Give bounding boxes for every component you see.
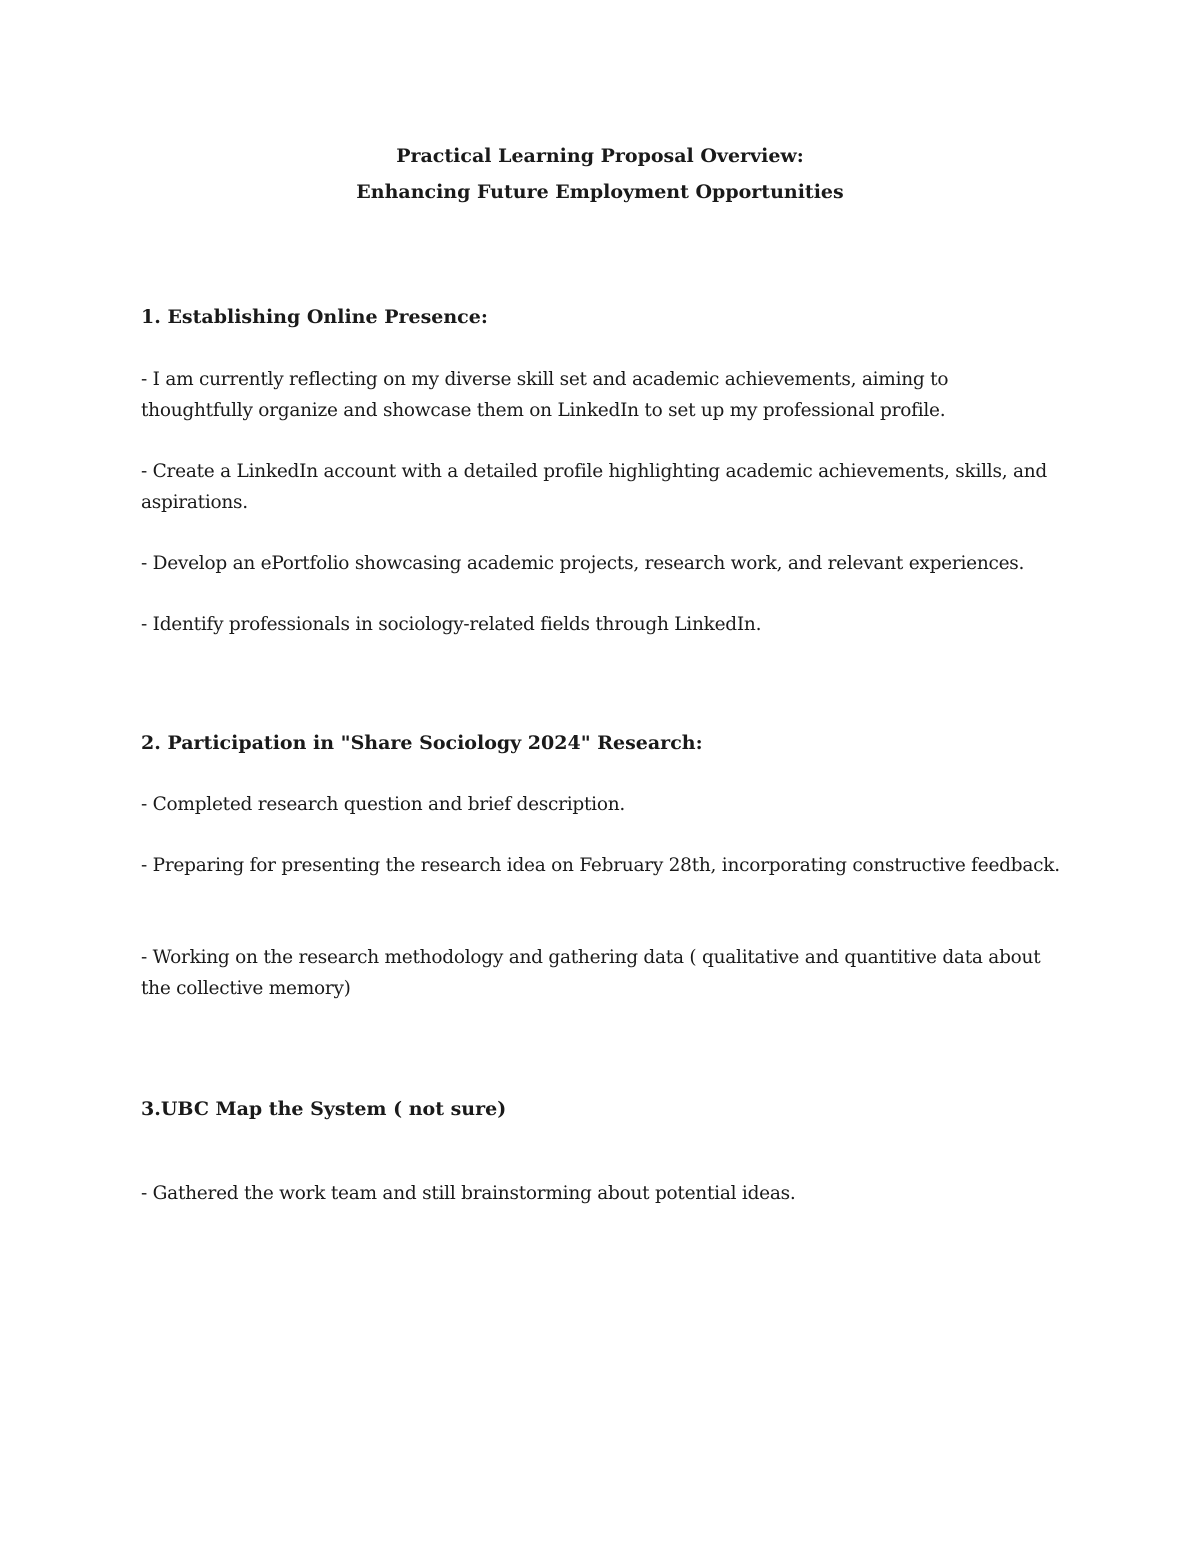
section-3-heading: 3.UBC Map the System ( not sure) bbox=[141, 1098, 507, 1120]
section-1-item-1: - I am currently reflecting on my diverse skill set and academic achievements, aiming to thoughtfully organize and showcase them on LinkedIn to set up my professional profile. bbox=[141, 369, 949, 421]
section-2-item-2: - Preparing for presenting the research idea on February 28th, incorporating constructive feedback. bbox=[141, 855, 1060, 876]
section-1-item-3: - Develop an ePortfolio showcasing academic projects, research work, and relevant experiences. bbox=[141, 553, 1025, 574]
section-2-item-1: - Completed research question and brief description. bbox=[141, 794, 626, 815]
section-1-item-2: - Create a LinkedIn account with a detailed profile highlighting academic achievements, skills, and aspirations. bbox=[141, 461, 1048, 513]
section-1-item-4: - Identify professionals in sociology-related fields through LinkedIn. bbox=[141, 614, 762, 635]
section-2-item-3: - Working on the research methodology and gathering data ( qualitative and quantitive data about the collective memory) bbox=[141, 947, 1041, 999]
document-title-line-1: Practical Learning Proposal Overview: bbox=[396, 145, 804, 167]
section-1-heading: 1. Establishing Online Presence: bbox=[141, 306, 488, 328]
document-title-line-2: Enhancing Future Employment Opportunities bbox=[356, 181, 844, 203]
section-3-item-1: - Gathered the work team and still brainstorming about potential ideas. bbox=[141, 1183, 796, 1204]
section-2-heading: 2. Participation in "Share Sociology 2024" Research: bbox=[141, 732, 703, 754]
